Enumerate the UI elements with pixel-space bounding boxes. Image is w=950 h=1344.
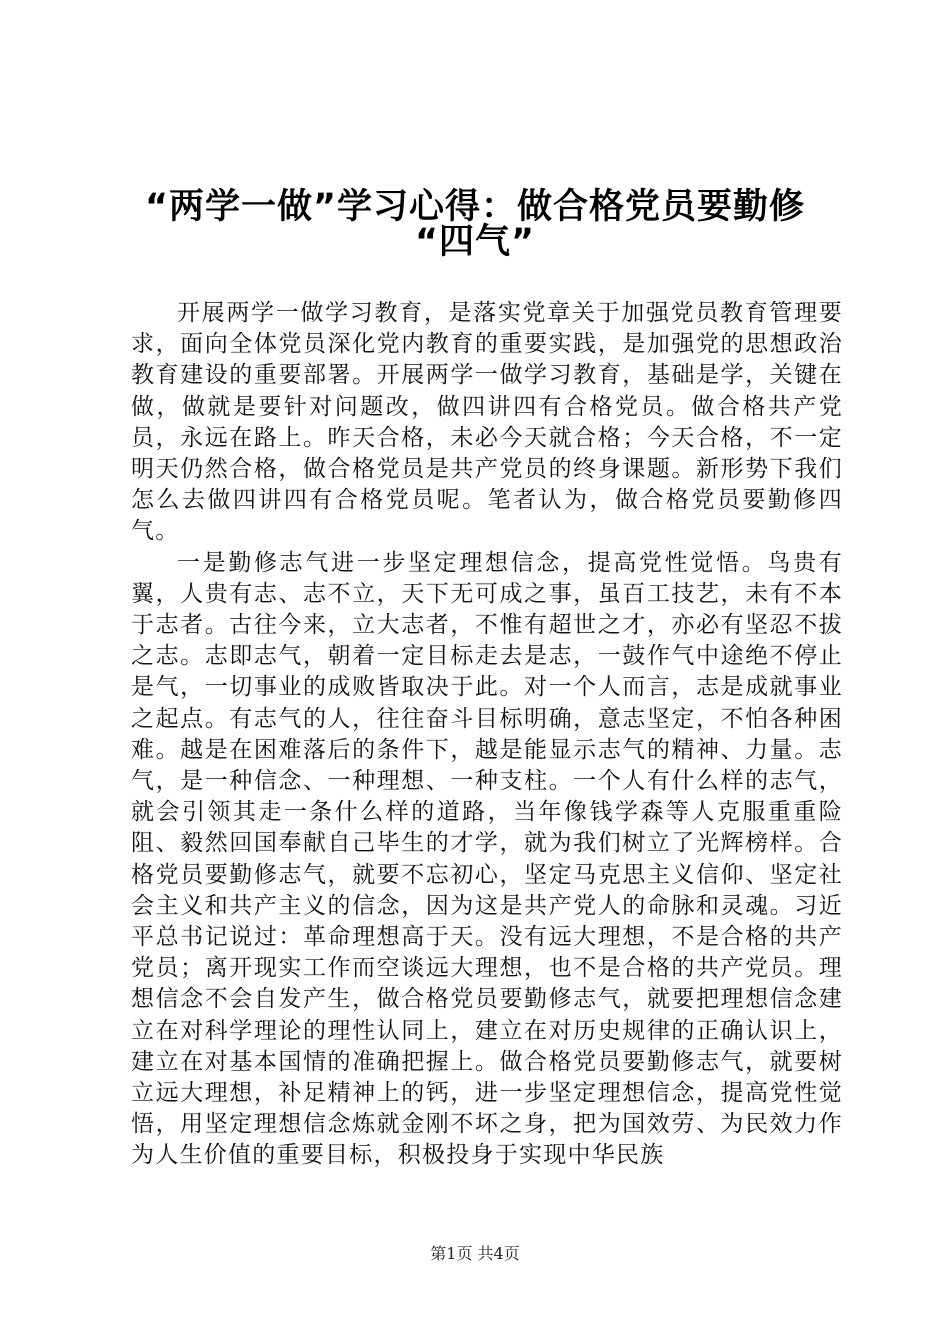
- paragraph-ambition: 一是勤修志气进一步坚定理想信念，提高党性觉悟。鸟贵有翼，人贵有志、志不立，天下无可成之事，虽百工技艺，未有不本于志者。古往今来，立大志者，不惟有超世之才，亦必有坚忍不拔之志。志即志气，朝着一定目标走去是志，一鼓作气中途绝不停止是气，一切事业的成败皆取决于此。对一个人而言，志是成就事业之起点。有志气的人，往往奋斗目标明确，意志坚定，不怕各种困难。越是在困难落后的条件下，越是能显示志气的精神、力量。志气，是一种信念、一种理想、一种支柱。一个人有什么样的志气，就会引领其走一条什么样的道路，当年像钱学森等人克服重重险阻、毅然回国奉献自己毕生的才学，就为我们树立了光辉榜样。合格党员要勤修志气，就要不忘初心，坚定马克思主义信仰、坚定社会主义和共产主义的信念，因为这是共产党人的命脉和灵魂。习近平总书记说过：革命理想高于天。没有远大理想，不是合格的共产党员；离开现实工作而空谈远大理想，也不是合格的共产党员。理想信念不会自发产生，做合格党员要勤修志气，就要把理想信念建立在对科学理论的理性认同上，建立在对历史规律的正确认识上，建立在对基本国情的准确把握上。做合格党员要勤修志气，就要树立远大理想，补足精神上的钙，进一步坚定理想信念，提高党性觉悟，用坚定理想信念炼就金刚不坏之身，把为国效劳、为民效力作为人生价值的重要目标，积极投身于实现中华民族: [131, 549, 843, 1169]
- document-body: [131, 298, 843, 1172]
- document-title-line-2: “四气”: [414, 222, 535, 262]
- document-title-line-1: “两学一做”学习心得：做合格党员要勤修: [144, 187, 805, 227]
- page-number-footer: 第1页 共4页: [430, 1244, 520, 1263]
- paragraph-intro: 开展两学一做学习教育，是落实党章关于加强党员教育管理要求，面向全体党员深化党内教育的重要实践，是加强党的思想政治教育建设的重要部署。开展两学一做学习教育，基础是学，关键在做，做就是要针对问题改，做四讲四有合格党员。做合格共产党员，永远在路上。昨天合格，未必今天就合格；今天合格，不一定明天仍然合格，做合格党员是共产党员的终身课题。新形势下我们怎么去做四讲四有合格党员呢。笔者认为，做合格党员要勤修四气。: [131, 300, 843, 545]
